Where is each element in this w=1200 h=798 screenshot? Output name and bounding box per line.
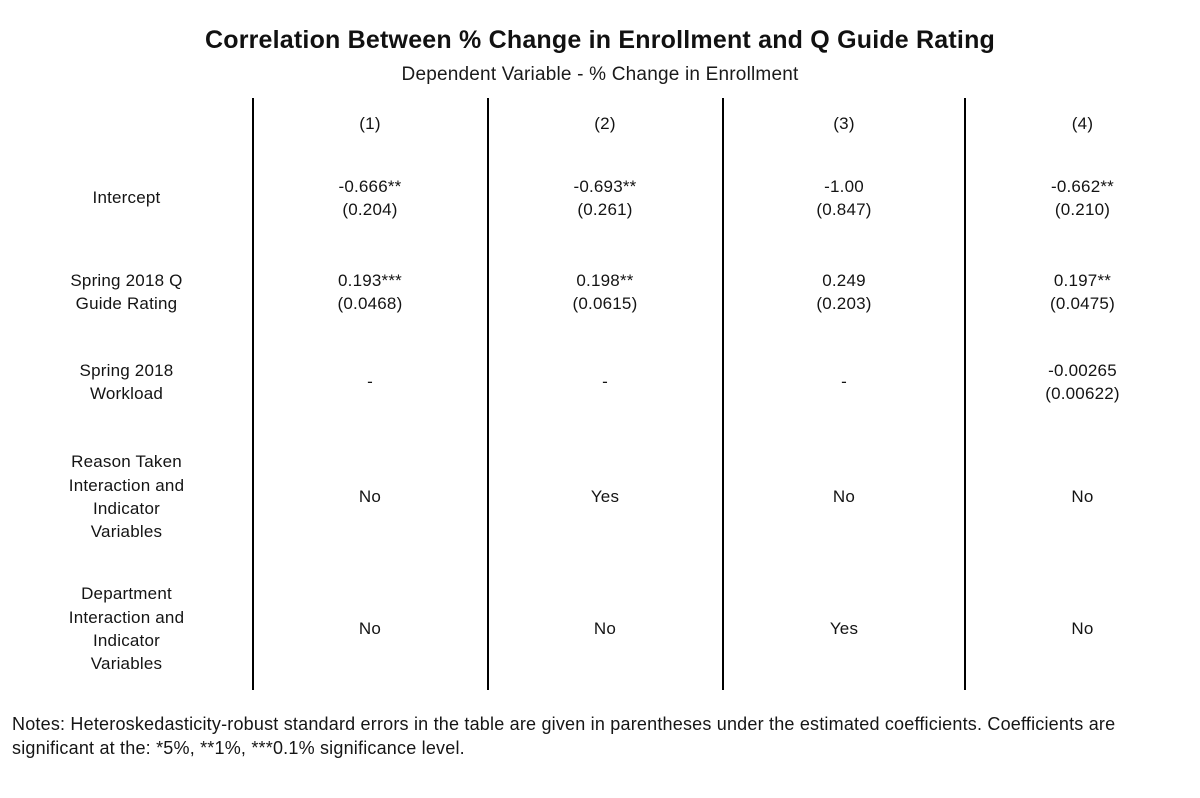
indicator-flag: No [1071,619,1094,639]
table-row [0,568,1200,690]
table-cell [965,568,1200,690]
table-cell [487,568,723,690]
table-cell [253,568,487,690]
standard-error: (0.00622) [1045,384,1120,403]
standard-error: (0.0468) [337,294,403,313]
indicator-flag: Yes [590,487,620,507]
table-cell [487,426,723,568]
regression-table [0,98,1200,690]
row-label: Spring 2018 Workload [79,360,174,403]
indicator-flag: No [358,487,382,507]
coefficient: -0.00265 [1048,360,1117,380]
coefficient: 0.198** [576,270,634,290]
coefficient: -0.662** [1050,176,1115,196]
row-label: Intercept [92,188,161,208]
column-divider [487,98,489,690]
table-row [0,426,1200,568]
standard-error: (0.847) [816,200,872,219]
row-label-cell [0,338,253,426]
table-notes: Notes: Heteroskedasticity-robust standard errors in the table are given in parentheses under the estimated coefficients. Coefficients are significant at the: *5%, **1%, ***0.1% significance level. [12,714,1116,759]
row-label-cell [0,568,253,690]
table-cell [723,426,965,568]
table-cell [487,246,723,338]
figure-subtitle: Dependent Variable - % Change in Enrollment [401,64,799,85]
table-cell [965,150,1200,246]
column-header [723,98,965,150]
table-row [0,150,1200,246]
standard-error: (0.0475) [1050,294,1115,313]
coefficient: 0.197** [1053,270,1112,290]
standard-error: (0.210) [1054,200,1111,219]
column-divider [722,98,724,690]
row-label-cell [0,150,253,246]
column-header [965,98,1200,150]
standard-error: (0.0615) [572,294,638,313]
coefficient: -0.693** [573,176,637,196]
table-header-row [0,98,1200,150]
table-cell [723,246,965,338]
indicator-flag: Yes [829,619,859,639]
row-label-cell [0,246,253,338]
table-cell [723,568,965,690]
indicator-flag: No [358,619,382,639]
indicator-flag: No [832,487,856,507]
column-header-label: (3) [833,114,855,134]
table-cell [965,246,1200,338]
table-row [0,338,1200,426]
figure-title: Correlation Between % Change in Enrollment and Q Guide Rating [204,26,996,54]
row-label: Reason Taken Interaction and Indicator Variables [68,452,185,542]
column-divider [964,98,966,690]
column-header-label: (1) [359,114,381,134]
column-header-label: (4) [1071,114,1094,134]
standard-error: (0.203) [816,294,872,313]
table-cell [487,150,723,246]
table-row [0,246,1200,338]
standard-error: (0.204) [342,200,398,219]
row-label: Spring 2018 Q Guide Rating [70,270,183,313]
coefficient: - [367,372,373,392]
coefficient: 0.249 [822,270,866,290]
table-cell [253,426,487,568]
indicator-flag: No [593,619,617,639]
coefficient: - [841,372,847,392]
row-label: Department Interaction and Indicator Variables [68,584,185,674]
indicator-flag: No [1071,487,1094,507]
table-cell [253,338,487,426]
table-cell [253,246,487,338]
coefficient: -1.00 [824,176,864,196]
column-header-label: (2) [594,114,616,134]
table-cell [723,150,965,246]
table-cell [723,338,965,426]
table-cell [965,426,1200,568]
column-divider [252,98,254,690]
column-header [253,98,487,150]
header-empty-cell [0,98,253,150]
standard-error: (0.261) [577,200,633,219]
coefficient: 0.193*** [338,270,402,290]
table-cell [253,150,487,246]
table-cell [487,338,723,426]
table-cell [965,338,1200,426]
coefficient: - [602,372,608,392]
row-label-cell [0,426,253,568]
coefficient: -0.666** [338,176,402,196]
column-header [487,98,723,150]
